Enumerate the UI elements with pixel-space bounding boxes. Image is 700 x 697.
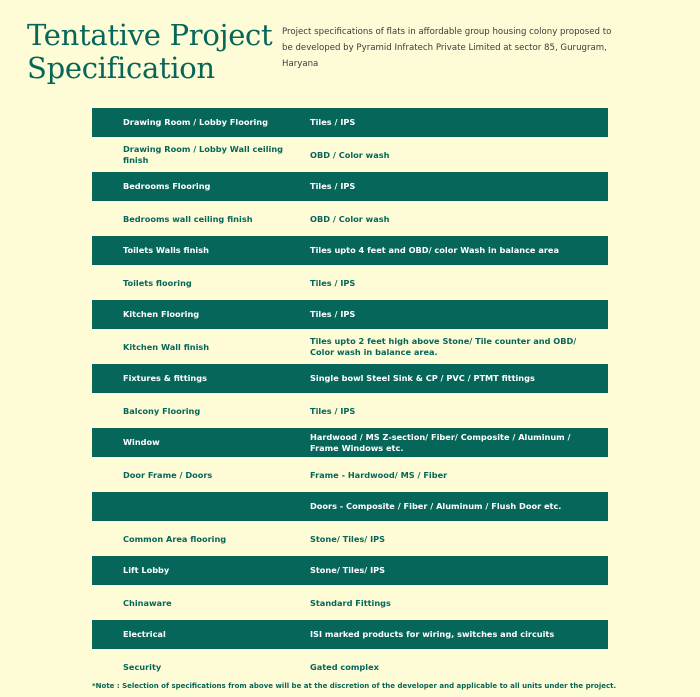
spec-value: Hardwood / MS Z-section/ Fiber/ Composite / Aluminum / Frame Windows etc. <box>310 431 571 453</box>
spec-row <box>92 203 608 235</box>
spec-row <box>92 651 608 683</box>
spec-row <box>92 395 608 427</box>
spec-label: Common Area flooring <box>123 533 227 544</box>
spec-value: Tiles / IPS <box>310 309 356 319</box>
spec-row <box>92 620 608 649</box>
spec-value: Tiles / IPS <box>310 405 356 416</box>
spec-label: Bedrooms Flooring <box>123 181 211 191</box>
spec-row <box>92 587 608 619</box>
spec-label: Chinaware <box>123 597 172 608</box>
spec-label: Bedrooms wall ceiling finish <box>123 213 253 224</box>
spec-value: Stone/ Tiles/ IPS <box>310 565 386 575</box>
spec-row <box>92 459 608 491</box>
spec-row <box>92 523 608 555</box>
spec-value: Single bowl Steel Sink & CP / PVC / PTMT fittings <box>310 373 535 383</box>
spec-row <box>92 172 608 201</box>
spec-row <box>92 139 608 171</box>
spec-value: Tiles / IPS <box>310 117 356 127</box>
spec-value: Tiles upto 4 feet and OBD/ color Wash in balance area <box>310 245 559 255</box>
spec-value: Frame - Hardwood/ MS / Fiber <box>310 469 448 480</box>
spec-label: Fixtures & fittings <box>123 373 207 383</box>
spec-label: Kitchen Wall finish <box>123 341 210 352</box>
specification-table <box>92 107 608 683</box>
spec-label: Electrical <box>123 629 166 639</box>
spec-value: OBD / Color wash <box>310 213 390 224</box>
spec-value: Stone/ Tiles/ IPS <box>310 533 386 544</box>
spec-row <box>92 331 608 363</box>
spec-label: Security <box>123 661 162 672</box>
spec-value: Standard Fittings <box>310 597 391 608</box>
spec-label: Lift Lobby <box>123 565 170 575</box>
spec-label: Toilets Walls finish <box>123 245 209 255</box>
spec-label: Drawing Room / Lobby Flooring <box>123 117 268 127</box>
spec-label: Balcony Flooring <box>123 405 201 416</box>
spec-value: Gated complex <box>310 661 379 672</box>
spec-row <box>92 267 608 299</box>
spec-value: OBD / Color wash <box>310 149 390 160</box>
spec-value: Tiles upto 2 feet high above Stone/ Tile counter and OBD/ Color wash in balance area. <box>310 336 577 357</box>
spec-row <box>92 492 608 521</box>
spec-row <box>92 108 608 137</box>
spec-label: Door Frame / Doors <box>123 469 213 480</box>
spec-value: Tiles / IPS <box>310 277 356 288</box>
page-title <box>27 19 279 85</box>
spec-row <box>92 364 608 393</box>
project-description: Project specifications of flats in affordable group housing colony proposed to be developed by Pyramid Infratech Private Limited at sector 85, Gurugram, Haryana <box>282 27 612 69</box>
spec-row <box>92 236 608 265</box>
spec-label: Window <box>123 437 160 447</box>
page-title-line-1: Tentative Project <box>27 18 273 52</box>
spec-value: Doors - Composite / Fiber / Aluminum / Flush Door etc. <box>310 501 562 511</box>
spec-value: Tiles / IPS <box>310 181 356 191</box>
spec-row <box>92 556 608 585</box>
disclaimer-note: *Note : Selection of specifications from above will be at the discretion of the developer and applicable to all units under the project. <box>92 682 617 690</box>
spec-label: Drawing Room / Lobby Wall ceiling finish <box>123 144 284 165</box>
spec-row <box>92 300 608 329</box>
page-title-line-2: Specification <box>27 51 215 85</box>
spec-value: ISI marked products for wiring, switches and circuits <box>310 629 555 639</box>
spec-label: Toilets flooring <box>123 277 192 288</box>
spec-label: Kitchen Flooring <box>123 309 200 319</box>
page-header <box>27 19 677 89</box>
spec-row <box>92 428 608 457</box>
